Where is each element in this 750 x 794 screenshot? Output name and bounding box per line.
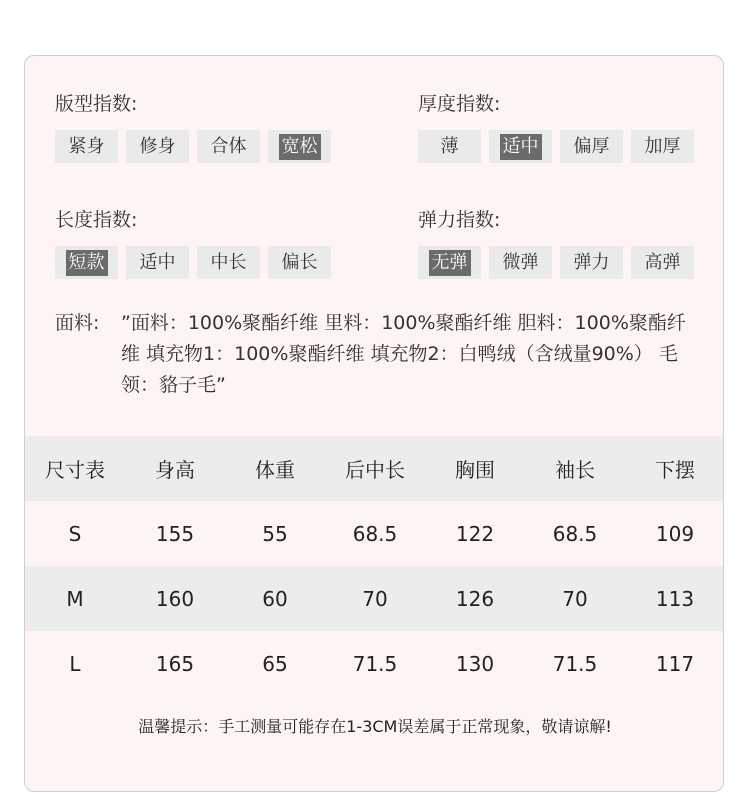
table-cell: S — [68, 521, 82, 546]
fit-options — [55, 130, 331, 163]
fit-option: 合体 — [197, 130, 260, 163]
table-header-cell: 后中长 — [345, 458, 405, 482]
measurement-tip: 温馨提示：手工测量可能存在1-3CM误差属于正常现象，敬请谅解! — [138, 717, 612, 736]
table-cell: 71.5 — [352, 651, 398, 676]
table-cell: 126 — [455, 586, 495, 611]
fit-option: 修身 — [126, 130, 189, 163]
table-cell: 113 — [655, 586, 695, 611]
table-cell: 71.5 — [552, 651, 598, 676]
length-options — [55, 246, 331, 279]
table-cell: 122 — [455, 521, 495, 546]
elasticity-option: 微弹 — [489, 246, 552, 279]
table-cell: 70 — [562, 586, 588, 611]
fit-index-title: 版型指数: — [55, 93, 138, 115]
table-row — [25, 501, 724, 566]
table-header-cell: 尺寸表 — [45, 458, 105, 482]
table-cell: 60 — [262, 586, 288, 611]
length-option: 适中 — [126, 246, 189, 279]
elasticity-option: 弹力 — [560, 246, 623, 279]
table-cell: 155 — [155, 521, 195, 546]
table-header-cell: 胸围 — [455, 458, 495, 482]
elasticity-option: 高弹 — [631, 246, 694, 279]
length-option: 偏长 — [268, 246, 331, 279]
thickness-option-selected: 适中 — [489, 130, 552, 163]
table-row — [25, 566, 724, 631]
table-header-cell: 袖长 — [555, 458, 595, 482]
fabric-text: ”面料：100%聚酯纤维 里料：100%聚酯纤维 胆料：100%聚酯纤维 填充物1：100%聚酯纤维 填充物2：白鸭绒（含绒量90%） 毛领：貉子毛” — [121, 312, 686, 396]
table-cell: 160 — [155, 586, 195, 611]
thickness-option: 偏厚 — [560, 130, 623, 163]
thickness-option: 加厚 — [631, 130, 694, 163]
table-cell: 68.5 — [352, 521, 398, 546]
table-header-cell: 身高 — [155, 458, 195, 482]
size-info-card — [24, 55, 724, 792]
table-cell: 55 — [262, 521, 288, 546]
elasticity-index-title: 弹力指数: — [418, 209, 501, 231]
table-cell: 130 — [455, 651, 495, 676]
table-cell: 68.5 — [552, 521, 598, 546]
table-header-row — [25, 436, 724, 501]
table-row — [25, 631, 724, 696]
table-cell: 70 — [362, 586, 388, 611]
thickness-option: 薄 — [418, 130, 481, 163]
length-option-selected: 短款 — [55, 246, 118, 279]
table-cell: 109 — [655, 521, 695, 546]
fit-option-selected: 宽松 — [268, 130, 331, 163]
size-table — [25, 436, 724, 696]
fabric-label: 面料: — [55, 312, 100, 334]
elasticity-options — [418, 246, 694, 279]
table-cell: M — [66, 586, 84, 611]
length-index-title: 长度指数: — [55, 209, 138, 231]
thickness-options — [418, 130, 694, 163]
table-header-cell: 下摆 — [655, 458, 695, 482]
table-cell: 65 — [262, 651, 288, 676]
fit-option: 紧身 — [55, 130, 118, 163]
table-cell: L — [69, 651, 81, 676]
table-header-cell: 体重 — [255, 458, 295, 482]
length-option: 中长 — [197, 246, 260, 279]
table-cell: 165 — [155, 651, 195, 676]
thickness-index-title: 厚度指数: — [418, 93, 501, 115]
elasticity-option-selected: 无弹 — [418, 246, 481, 279]
table-cell: 117 — [655, 651, 695, 676]
